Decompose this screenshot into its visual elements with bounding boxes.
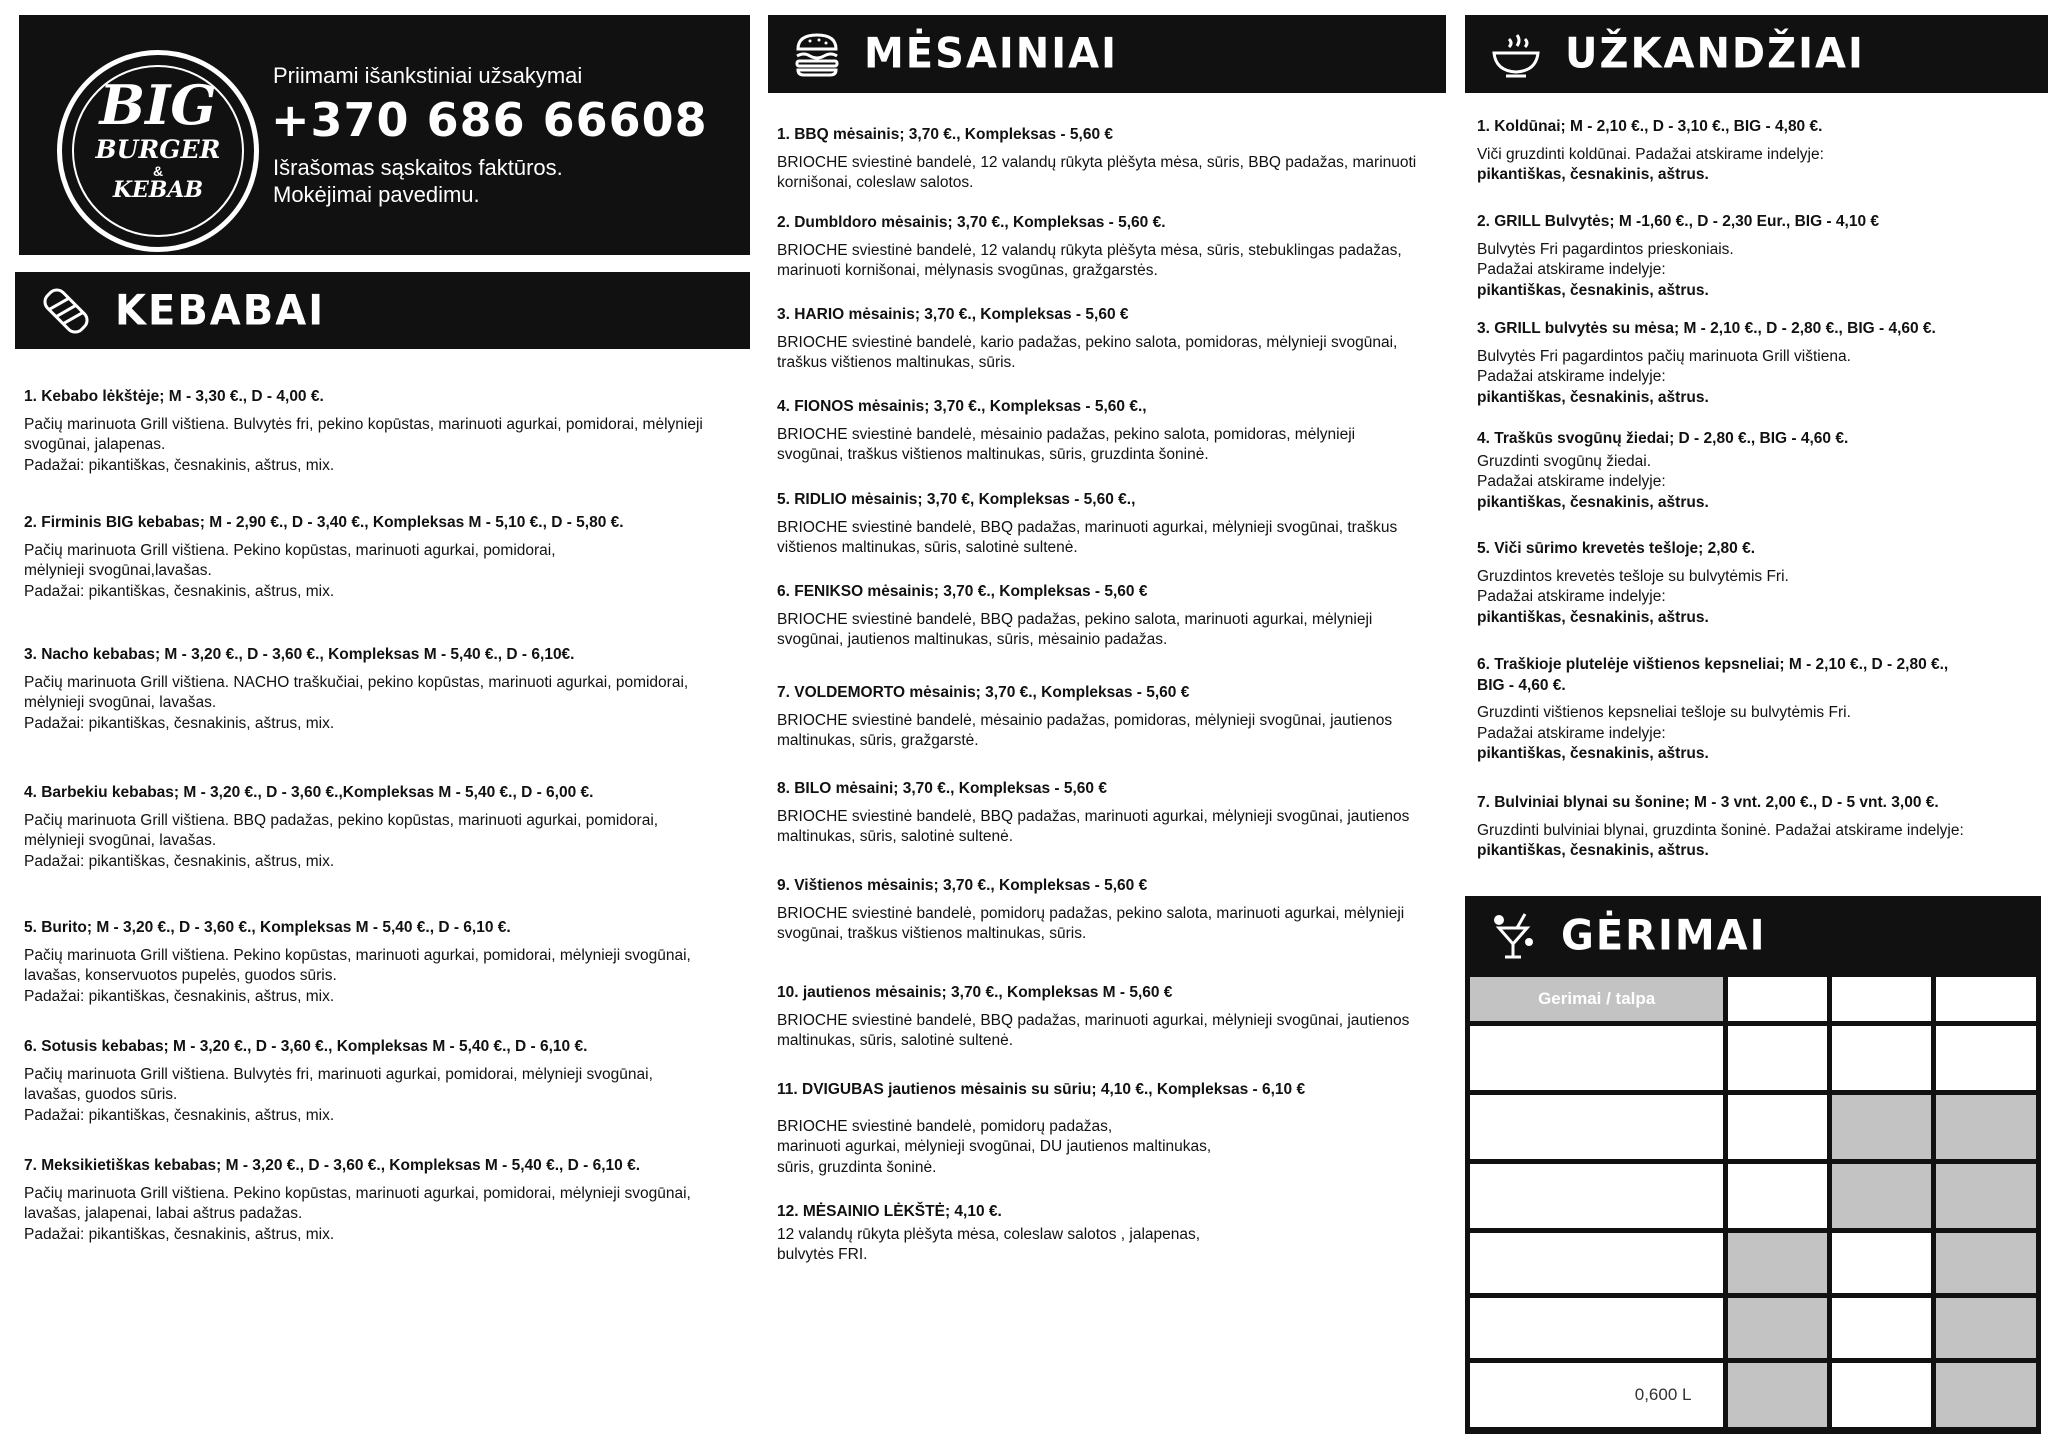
menu-item: 8. BILO mėsaini; 3,70 €., Kompleksas - 5,60 € BRIOCHE sviestinė bandelė, BBQ padažas, marinuoti agurkai, mėlynieji svogūnai, jautienos maltinukas, sūris, salotinė sultenė.: [777, 780, 1410, 845]
empty-cell: [1936, 1233, 2036, 1293]
col-header: Gerimai / talpa: [1470, 977, 1723, 1021]
menu-item: 6. FENIKSO mėsainis; 3,70 €., Kompleksas - 5,60 € BRIOCHE sviestinė bandelė, BBQ padažas, pekino salota, marinuoti agurkai, mėlynieji svogūnai, jautienos maltinukas, sūris, mėsainio padažas.: [777, 583, 1373, 648]
header-gerimai: [1465, 896, 2041, 976]
table-row: [1470, 1363, 2036, 1427]
menu-item: 2. Firminis BIG kebabas; M - 2,90 €., D - 3,40 €., Kompleksas M - 5,10 €., D - 5,80 €. Pačių marinuota Grill vištiena. Pekino kopūstas, marinuoti agurkai, pomidorai, mėlynieji svogūnai,lavašas. Padažai: pikantiškas, česnakinis, aštrus, mix.: [24, 514, 624, 600]
menu-item: 6. Traškioje plutelėje vištienos kepsneliai; M - 2,10 €., D - 2,80 €., BIG - 4,60 €. Gruzdinti vištienos kepsneliai tešloje su bulvytėmis Fri. Padažai atskirame indelyje: pikantiškas, česnakinis, aštrus.: [1477, 656, 1949, 762]
bowl-icon: [1489, 29, 1543, 79]
price-05: 1,00€: [1832, 1298, 1931, 1358]
drink-volume: 0,600 L: [1634, 1385, 1692, 1404]
phone-number: +370 686 66608: [271, 93, 708, 147]
table-row: [1470, 1026, 2036, 1090]
section-title-mesainiai: MĖSAINIAI: [864, 29, 1118, 79]
header-kebabai: [15, 272, 750, 349]
menu-item: 2. GRILL Bulvytės; M -1,60 €., D - 2,30 Eur., BIG - 4,10 € Bulvytės Fri pagardintos prieskoniais. Padažai atskirame indelyje: pikantiškas, česnakinis, aštrus.: [1477, 213, 1879, 299]
col-header: 0,5 L: [1832, 977, 1931, 1021]
menu-item: 10. jautienos mėsainis; 3,70 €., Kompleksas M - 5,60 € BRIOCHE sviestinė bandelė, BBQ padažas, marinuoti agurkai, mėlynieji svogūnai, jautienos maltinukas, sūris, salotinė sultenė.: [777, 984, 1410, 1049]
menu-item: 7. Bulviniai blynai su šonine; M - 3 vnt. 2,00 €., D - 5 vnt. 3,00 €. Gruzdinti bulviniai blynai, gruzdinta šoninė. Padažai atskirame indelyje: pikantiškas, česnakinis, aštrus.: [1477, 794, 1964, 859]
col-header: 1,5 L: [1936, 977, 2036, 1021]
drink-icon: [1487, 910, 1539, 962]
drink-name: Coca-Cola: [1470, 1026, 1723, 1090]
empty-cell: [1832, 1095, 1931, 1159]
price-05: 1,00€: [1832, 1233, 1931, 1293]
menu-item: 11. DVIGUBAS jautienos mėsainis su sūriu; 4,10 €., Kompleksas - 6,10 € BRIOCHE sviestinė bandelė, pomidorų padažas, marinuoti agurkai, mėlynieji svogūnai, DU jautienos maltinukas, sūris, gruzdinta šoninė.: [777, 1081, 1306, 1176]
table-row: [1470, 1233, 2036, 1293]
drink-name: Fanta: [1470, 1095, 1723, 1159]
empty-cell: [1728, 1233, 1827, 1293]
menu-item: 9. Vištienos mėsainis; 3,70 €., Kompleksas - 5,60 € BRIOCHE sviestinė bandelė, pomidorų padažas, pekino salota, marinuoti agurkai, mėlynieji svogūnai, traškus vištienos maltinukas, sūris.: [777, 877, 1405, 942]
logo: [57, 50, 259, 252]
logo-kebab: KEBAB: [112, 177, 204, 203]
section-title-kebabai: KEBABAI: [115, 286, 326, 335]
invoice-text: Išrašomas sąskaitos faktūros.: [273, 155, 563, 180]
preorder-text: Priimami išankstiniai užsakymai: [273, 63, 583, 88]
drink-name: Pieno kokteilis 0,600 L: [1470, 1363, 1723, 1427]
table-row: [1470, 1298, 2036, 1358]
payment-text: Mokėjimai pavedimu.: [273, 182, 480, 207]
menu-item: 4. Barbekiu kebabas; M - 3,20 €., D - 3,60 €.,Kompleksas M - 5,40 €., D - 6,00 €. Pačių marinuota Grill vištiena. BBQ padažas, pekino kopūstas, marinuoti agurkai, pomidorai, mėlynieji svogūnai, lavašas. Padažai: pikantiškas, česnakinis, aštrus, mix.: [24, 784, 659, 870]
col-header: 0,33 L: [1728, 977, 1827, 1021]
burrito-icon: [39, 284, 93, 338]
gerimai-panel: [1465, 896, 2041, 1434]
menu-item: 3. Nacho kebabas; M - 3,20 €., D - 3,60 €., Kompleksas M - 5,40 €., D - 6,10€. Pačių marinuota Grill vištiena. NACHO traškučiai, pekino kopūstas, marinuoti agurkai, pomidorai, mėlynieji svogūnai, lavašas. Padažai: pikantiškas, česnakinis, aštrus, mix.: [24, 646, 689, 732]
empty-cell: [1832, 1164, 1931, 1228]
empty-cell: [1728, 1363, 1827, 1427]
header-mesainiai: [768, 15, 1446, 93]
menu-item: 1. BBQ mėsainis; 3,70 €., Kompleksas - 5,60 € BRIOCHE sviestinė bandelė, 12 valandų rūkyta plėšyta mėsa, sūris, BBQ padažas, marinuoti kornišonai, coleslaw salotos.: [777, 126, 1417, 191]
menu-item: 4. FIONOS mėsainis; 3,70 €., Kompleksas - 5,60 €., BRIOCHE sviestinė bandelė, mėsainio padažas, pekino salota, pomidoras, mėlynieji svogūnai, traškus vištienos maltinukas, sūris, gruzdinta šoninė.: [777, 398, 1356, 463]
menu-item: 3. GRILL bulvytės su mėsa; M - 2,10 €., D - 2,80 €., BIG - 4,60 €. Bulvytės Fri pagardintos pačių marinuota Grill vištiena. Padažai atskirame indelyje: pikantiškas, česnakinis, aštrus.: [1477, 320, 1936, 406]
menu-item: 12. MĖSAINIO LĖKŠTĖ; 4,10 €. 12 valandų rūkyta plėšyta mėsa, coleslaw salotos , jalapenas, bulvytės FRI.: [777, 1203, 1201, 1263]
table-header-row: [1470, 977, 2036, 1021]
price-033: 0,80€: [1728, 1095, 1827, 1159]
price-05: 1,20€: [1832, 1363, 1931, 1427]
menu-item: 2. Dumbldoro mėsainis; 3,70 €., Kompleksas - 5,60 €. BRIOCHE sviestinė bandelė, 12 valandų rūkyta plėšyta mėsa, sūris, stebuklingas padažas, marinuoti kornišonai, mėlynasis svogūnas, gražgarstės.: [777, 214, 1402, 279]
empty-cell: [1936, 1298, 2036, 1358]
empty-cell: [1936, 1164, 2036, 1228]
section-title-uzkandziai: UŽKANDŽIAI: [1565, 29, 1865, 79]
empty-cell: [1936, 1095, 2036, 1159]
drinks-table: [1465, 972, 2041, 1432]
section-title-gerimai: GĖRIMAI: [1561, 911, 1767, 961]
logo-amp: &: [152, 163, 164, 179]
menu-item: 4. Traškūs svogūnų žiedai; D - 2,80 €., BIG - 4,60 €. Gruzdinti svogūnų žiedai. Padažai atskirame indelyje: pikantiškas, česnakinis, aštrus.: [1477, 430, 1849, 511]
drink-name: Cappy: [1470, 1298, 1723, 1358]
price-15: 1,50€: [1936, 1026, 2036, 1090]
burger-icon: [792, 29, 842, 79]
logo-big: BIG: [99, 73, 217, 137]
contact-panel: [19, 15, 750, 255]
menu-item: 7. Meksikietiškas kebabas; M - 3,20 €., D - 3,60 €., Kompleksas M - 5,40 €., D - 6,10 €. Pačių marinuota Grill vištiena. Pekino kopūstas, marinuoti agurkai, pomidorai, mėlynieji svogūnai, lavašas, jalapenai, labai aštrus padažas. Padažai: pikantiškas, česnakinis, aštrus, mix.: [24, 1157, 691, 1243]
menu-item: 5. Burito; M - 3,20 €., D - 3,60 €., Kompleksas M - 5,40 €., D - 6,10 €. Pačių marinuota Grill vištiena. Pekino kopūstas, marinuoti agurkai, pomidorai, mėlynieji svogūnai, lavašas, konservuotos pupelės, guodos sūris. Padažai: pikantiškas, česnakinis, aštrus, mix.: [24, 919, 691, 1005]
drink-name: Sprite: [1470, 1164, 1723, 1228]
menu-item: 1. Kebabo lėkštėje; M - 3,30 €., D - 4,00 €. Pačių marinuota Grill vištiena. Bulvytės fri, pekino kopūstas, marinuoti agurkai, pomidorai, mėlynieji svogūnai, jalapenas. Padažai: pikantiškas, česnakinis, aštrus, mix.: [24, 388, 703, 474]
table-row: [1470, 1164, 2036, 1228]
price-05: 1,00€: [1832, 1026, 1931, 1090]
menu-item: 7. VOLDEMORTO mėsainis; 3,70 €., Kompleksas - 5,60 € BRIOCHE sviestinė bandelė, mėsainio padažas, pomidoras, mėlynieji svogūnai, jautienos maltinukas, sūris, gražgarstė.: [777, 684, 1393, 749]
empty-cell: [1728, 1298, 1827, 1358]
price-033: 0,80€: [1728, 1026, 1827, 1090]
menu-item: 6. Sotusis kebabas; M - 3,20 €., D - 3,60 €., Kompleksas M - 5,40 €., D - 6,10 €. Pačių marinuota Grill vištiena. Bulvytės fri, marinuoti agurkai, pomidorai, mėlynieji svogūnai, lavašas, guodos sūris. Padažai: pikantiškas, česnakinis, aštrus, mix.: [24, 1038, 653, 1124]
menu-item: 5. Viči sūrimo krevetės tešloje; 2,80 €. Gruzdintos krevetės tešloje su bulvytėmis Fri. Padažai atskirame indelyje: pikantiškas, česnakinis, aštrus.: [1477, 540, 1789, 626]
drink-name: Gazuotas mineralinis: [1470, 1233, 1723, 1293]
logo-burger: BURGER: [95, 135, 221, 164]
menu-item: 1. Koldūnai; M - 2,10 €., D - 3,10 €., BIG - 4,80 €. Viči gruzdinti koldūnai. Padažai atskirame indelyje: pikantiškas, česnakinis, aštrus.: [1477, 118, 1824, 183]
menu-item: 5. RIDLIO mėsainis; 3,70 €, Kompleksas - 5,60 €., BRIOCHE sviestinė bandelė, BBQ padažas, marinuoti agurkai, mėlynieji svogūnai, traškus vištienos maltinukas, sūris, salotinė sultenė.: [777, 491, 1398, 556]
menu-item: 3. HARIO mėsainis; 3,70 €., Kompleksas - 5,60 € BRIOCHE sviestinė bandelė, kario padažas, pekino salota, pomidoras, mėlynieji svogūnai, traškus vištienos maltinukas, sūris.: [777, 306, 1398, 371]
table-row: [1470, 1095, 2036, 1159]
empty-cell: [1936, 1363, 2036, 1427]
header-uzkandziai: [1465, 15, 2048, 93]
price-033: 0,80€: [1728, 1164, 1827, 1228]
